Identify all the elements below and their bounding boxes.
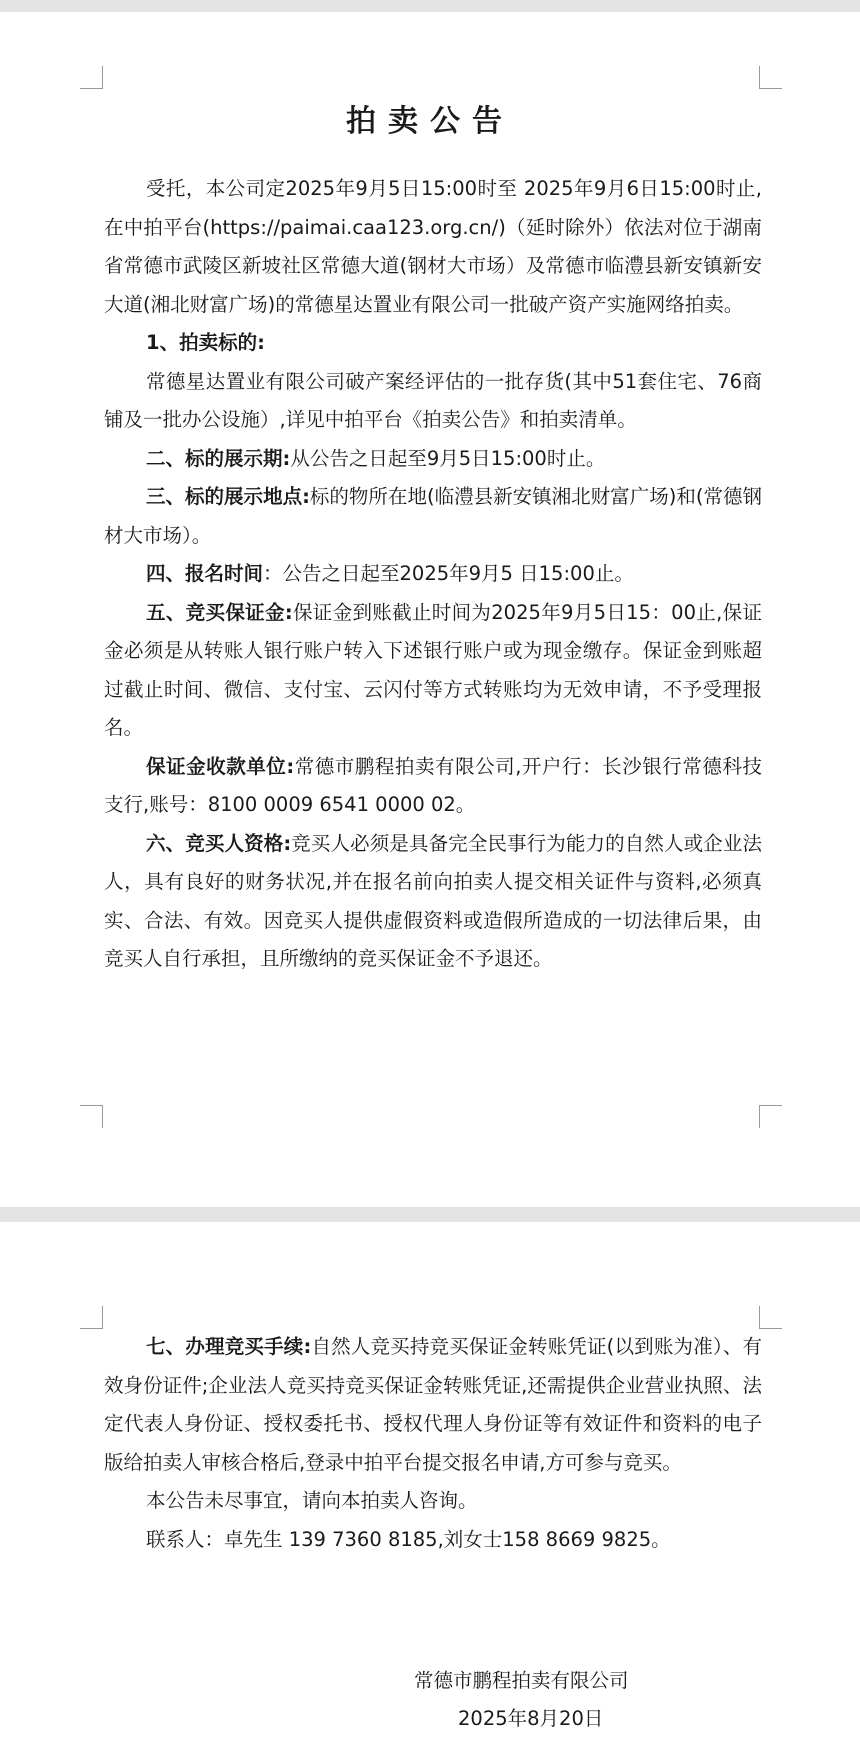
- crop-mark: [80, 66, 103, 89]
- payee-text: 常德市鹏程拍卖有限公司,开户行：长沙银行常德科技支行,账号：8100 0009 6541 0000 02。: [104, 754, 762, 816]
- crop-mark: [759, 1105, 782, 1128]
- crop-mark: [80, 1306, 103, 1329]
- section-2-label: 二、标的展示期:: [146, 446, 291, 470]
- intro-paragraph: 受托，本公司定2025年9月5日15:00时至 2025年9月6日15:00时止,在中拍平台(https://paimai.caa123.org.cn/)（延时除外）依法对位于湖南省常德市武陵区新坡社区常德大道(钢材大市场）及常德市临澧县新安镇新安大道(湘北财富广场)的常德星达置业有限公司一批破产资产实施网络拍卖。: [104, 177, 762, 316]
- section-3-text: 标的物所在地(临澧县新安镇湘北财富广场)和(常德钢材大市场）。: [104, 485, 762, 547]
- section-1-label: 1、拍卖标的:: [146, 331, 265, 354]
- section-5-label: 五、竞买保证金:: [146, 600, 293, 624]
- payee-info: [104, 748, 762, 825]
- section-3: [104, 478, 762, 555]
- section-2: [104, 440, 762, 479]
- announcement-body-continued: [104, 1328, 762, 1559]
- section-7-text: 自然人竞买持竞买保证金转账凭证(以到账为准）、有效身份证件;企业法人竞买持竞买保证金转账凭证,还需提供企业营业执照、法定代表人身份证、授权委托书、授权代理人身份证等有效证件和资料的电子版给拍卖人审核合格后,登录中拍平台提交报名申请,方可参与竞买。: [104, 1335, 762, 1474]
- section-2-text: 从公告之日起至9月5日15:00时止。: [290, 446, 606, 470]
- signature-date: 2025年8月20日: [458, 1707, 604, 1730]
- crop-mark: [759, 66, 782, 89]
- section-4: [104, 555, 762, 594]
- document-page-1: [0, 12, 860, 1207]
- section-6-text: 竞买人必须是具备完全民事行为能力的自然人或企业法人，具有良好的财务状况,并在报名前向拍卖人提交相关证件与资料,必须真实、合法、有效。因竞买人提供虚假资料或造假所造成的一切法律后果，由竞买人自行承担，且所缴纳的竞买保证金不予退还。: [104, 831, 762, 970]
- contact-info: 联系人：卓先生 139 7360 8185,刘女士158 8669 9825。: [146, 1527, 671, 1551]
- signature-company: 常德市鹏程拍卖有限公司: [414, 1669, 629, 1692]
- closing-note: 本公告未尽事宜，请向本拍卖人咨询。: [146, 1489, 478, 1512]
- section-7: [104, 1328, 762, 1482]
- document-page-2: [0, 1222, 860, 1751]
- section-6-label: 六、竞买人资格:: [146, 831, 292, 855]
- section-5: [104, 594, 762, 748]
- section-7-label: 七、办理竞买手续:: [146, 1335, 312, 1358]
- section-1-heading: [104, 324, 762, 363]
- section-4-label: 四、报名时间: [146, 562, 264, 585]
- section-4-text: ：公告之日起至2025年9月5 日15:00止。: [263, 562, 634, 585]
- announcement-body: [104, 170, 762, 979]
- section-3-label: 三、标的展示地点:: [146, 485, 310, 508]
- section-5-text: 保证金到账截止时间为2025年9月5日15：00止,保证金必须是从转账人银行账户转入下述银行账户或为现金缴存。保证金到账超过截止时间、微信、支付宝、云闪付等方式转账均为无效申请，不予受理报名。: [104, 600, 762, 739]
- crop-mark: [759, 1306, 782, 1329]
- section-1-text: 常德星达置业有限公司破产案经评估的一批存货(其中51套住宅、76商铺及一批办公设施）,详见中拍平台《拍卖公告》和拍卖清单。: [104, 369, 762, 431]
- crop-mark: [80, 1105, 103, 1128]
- page-title: 拍卖公告: [346, 104, 514, 139]
- section-6: [104, 825, 762, 979]
- payee-label: 保证金收款单位:: [146, 754, 295, 778]
